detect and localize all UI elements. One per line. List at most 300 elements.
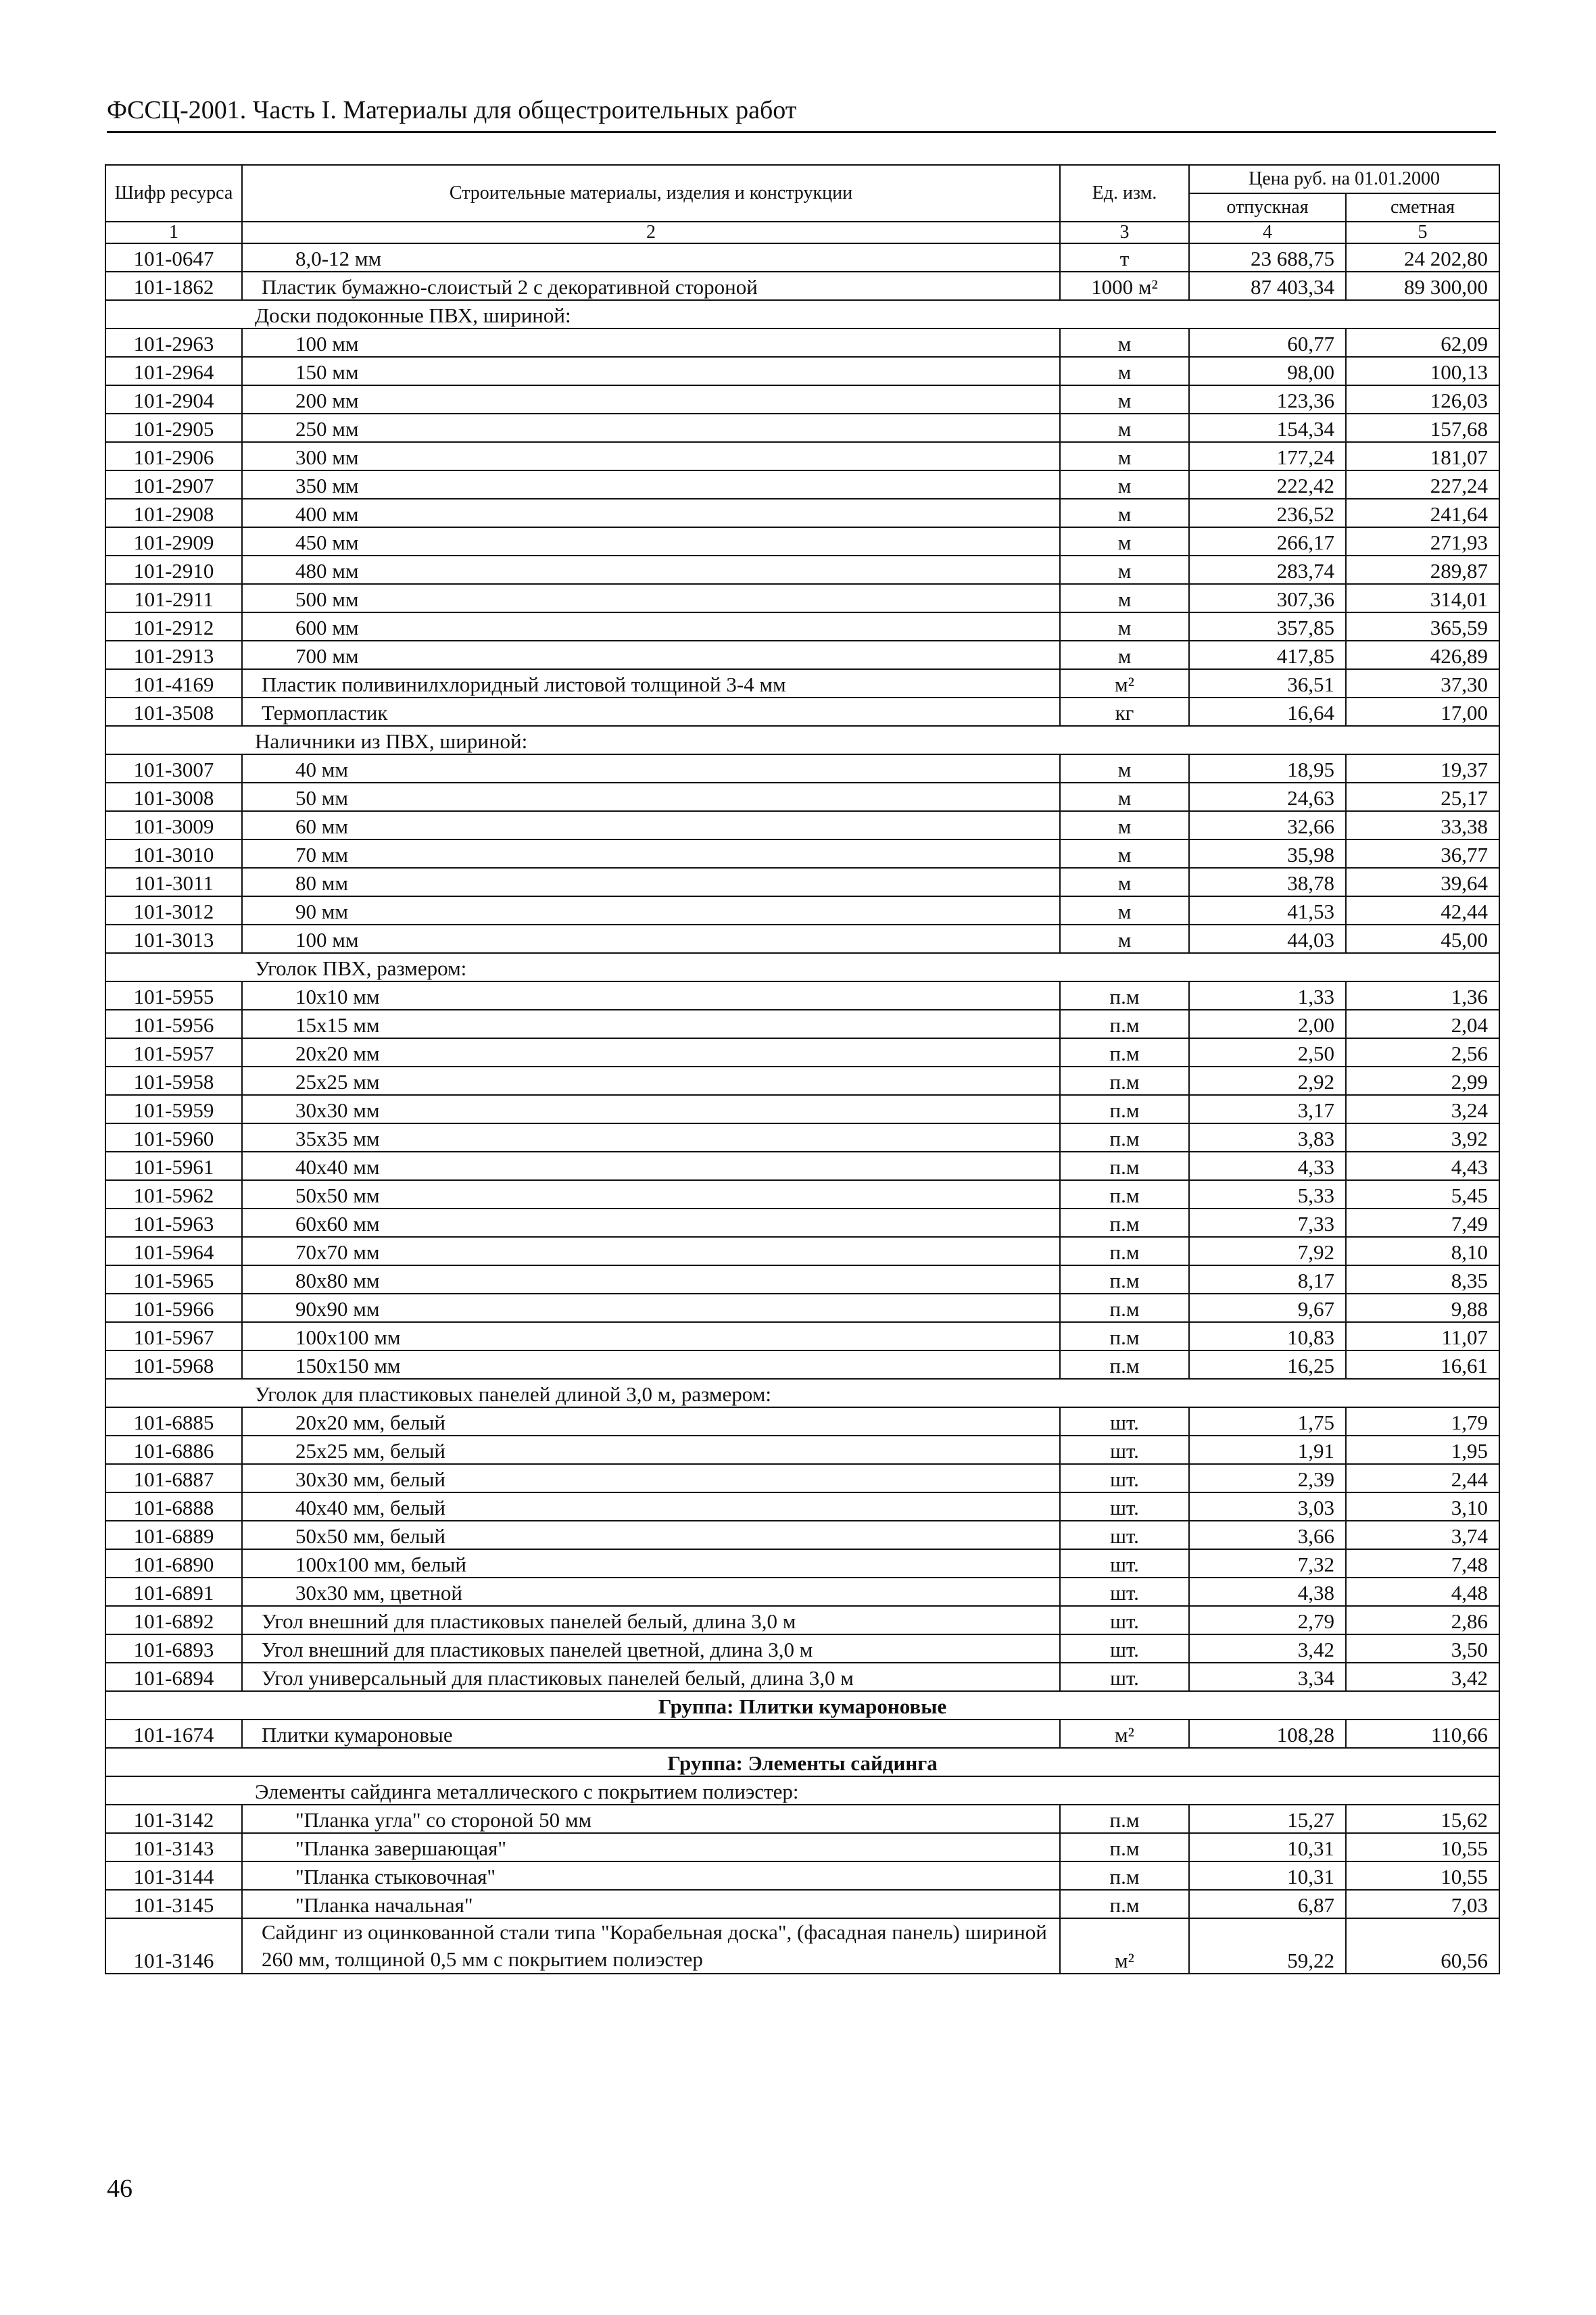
release-price: 357,85 bbox=[1189, 612, 1346, 641]
header-price-group: Цена руб. на 01.01.2000 bbox=[1189, 165, 1499, 193]
release-price: 38,78 bbox=[1189, 868, 1346, 896]
material-name: Термопластик bbox=[242, 698, 1060, 726]
release-price: 1,33 bbox=[1189, 981, 1346, 1010]
unit-cell: м bbox=[1060, 925, 1189, 953]
unit-cell: п.м bbox=[1060, 1180, 1189, 1209]
table-row bbox=[105, 272, 1499, 300]
estimate-price: 37,30 bbox=[1346, 669, 1499, 698]
release-price: 6,87 bbox=[1189, 1890, 1346, 1918]
material-name: Угол универсальный для пластиковых панелей белый, длина 3,0 м bbox=[242, 1663, 1060, 1691]
table-row bbox=[105, 1322, 1499, 1350]
release-price: 23 688,75 bbox=[1189, 243, 1346, 272]
unit-cell: п.м bbox=[1060, 1294, 1189, 1322]
estimate-price: 16,61 bbox=[1346, 1350, 1499, 1379]
unit-cell: м bbox=[1060, 499, 1189, 527]
header-name: Строительные материалы, изделия и конструкции bbox=[242, 165, 1060, 222]
resource-code: 101-5968 bbox=[105, 1350, 242, 1379]
resource-code: 101-2907 bbox=[105, 470, 242, 499]
table-body bbox=[105, 243, 1499, 1974]
unit-cell: м bbox=[1060, 811, 1189, 839]
resource-code: 101-2904 bbox=[105, 385, 242, 414]
resource-code: 101-3011 bbox=[105, 868, 242, 896]
material-name: 60 мм bbox=[242, 811, 1060, 839]
release-price: 87 403,34 bbox=[1189, 272, 1346, 300]
resource-code: 101-6892 bbox=[105, 1606, 242, 1634]
release-price: 1,91 bbox=[1189, 1436, 1346, 1464]
resource-code: 101-3143 bbox=[105, 1833, 242, 1861]
material-name: 70х70 мм bbox=[242, 1237, 1060, 1265]
material-name: 40х40 мм, белый bbox=[242, 1492, 1060, 1521]
estimate-price: 289,87 bbox=[1346, 556, 1499, 584]
table-row bbox=[105, 414, 1499, 442]
resource-code: 101-3008 bbox=[105, 783, 242, 811]
release-price: 98,00 bbox=[1189, 357, 1346, 385]
resource-code: 101-3146 bbox=[105, 1918, 242, 1974]
table-row bbox=[105, 1521, 1499, 1549]
estimate-price: 3,42 bbox=[1346, 1663, 1499, 1691]
material-name: "Планка угла" со стороной 50 мм bbox=[242, 1805, 1060, 1833]
resource-code: 101-6889 bbox=[105, 1521, 242, 1549]
unit-cell: м bbox=[1060, 641, 1189, 669]
table-row bbox=[105, 1436, 1499, 1464]
table-row bbox=[105, 1095, 1499, 1123]
resource-code: 101-1862 bbox=[105, 272, 242, 300]
unit-cell: п.м bbox=[1060, 1833, 1189, 1861]
resource-code: 101-6886 bbox=[105, 1436, 242, 1464]
material-name: 80х80 мм bbox=[242, 1265, 1060, 1294]
material-name: 50х50 мм, белый bbox=[242, 1521, 1060, 1549]
unit-cell: м² bbox=[1060, 1720, 1189, 1748]
resource-code: 101-2909 bbox=[105, 527, 242, 556]
table-row bbox=[105, 641, 1499, 669]
table-row bbox=[105, 783, 1499, 811]
material-name: 150 мм bbox=[242, 357, 1060, 385]
estimate-price: 60,56 bbox=[1346, 1918, 1499, 1974]
estimate-price: 2,04 bbox=[1346, 1010, 1499, 1038]
table-row bbox=[105, 1918, 1499, 1974]
material-name: Пластик бумажно-слоистый 2 с декоративной стороной bbox=[242, 272, 1060, 300]
header-unit: Ед. изм. bbox=[1060, 165, 1189, 222]
estimate-price: 33,38 bbox=[1346, 811, 1499, 839]
header-code: Шифр ресурса bbox=[105, 165, 242, 222]
material-name: "Планка завершающая" bbox=[242, 1833, 1060, 1861]
release-price: 60,77 bbox=[1189, 328, 1346, 357]
table-row bbox=[105, 1634, 1499, 1663]
resource-code: 101-5957 bbox=[105, 1038, 242, 1067]
estimate-price: 271,93 bbox=[1346, 527, 1499, 556]
resource-code: 101-5967 bbox=[105, 1322, 242, 1350]
release-price: 9,67 bbox=[1189, 1294, 1346, 1322]
material-name: 40 мм bbox=[242, 754, 1060, 783]
table-row bbox=[105, 1038, 1499, 1067]
table-row bbox=[105, 1010, 1499, 1038]
table-row bbox=[105, 1123, 1499, 1152]
table-row bbox=[105, 1265, 1499, 1294]
release-price: 16,25 bbox=[1189, 1350, 1346, 1379]
estimate-price: 3,10 bbox=[1346, 1492, 1499, 1521]
table-row bbox=[105, 839, 1499, 868]
estimate-price: 39,64 bbox=[1346, 868, 1499, 896]
material-name: Плитки кумароновые bbox=[242, 1720, 1060, 1748]
unit-cell: п.м bbox=[1060, 1890, 1189, 1918]
estimate-price: 89 300,00 bbox=[1346, 272, 1499, 300]
release-price: 4,38 bbox=[1189, 1578, 1346, 1606]
release-price: 10,83 bbox=[1189, 1322, 1346, 1350]
release-price: 222,42 bbox=[1189, 470, 1346, 499]
resource-code: 101-6887 bbox=[105, 1464, 242, 1492]
estimate-price: 4,43 bbox=[1346, 1152, 1499, 1180]
material-name: 30х30 мм, цветной bbox=[242, 1578, 1060, 1606]
material-name: Пластик поливинилхлоридный листовой толщиной 3-4 мм bbox=[242, 669, 1060, 698]
unit-cell: п.м bbox=[1060, 1350, 1189, 1379]
estimate-price: 7,03 bbox=[1346, 1890, 1499, 1918]
estimate-price: 19,37 bbox=[1346, 754, 1499, 783]
release-price: 283,74 bbox=[1189, 556, 1346, 584]
unit-cell: м bbox=[1060, 527, 1189, 556]
estimate-price: 36,77 bbox=[1346, 839, 1499, 868]
column-number: 2 bbox=[242, 222, 1060, 243]
unit-cell: м² bbox=[1060, 1918, 1189, 1974]
material-name: 15х15 мм bbox=[242, 1010, 1060, 1038]
material-name: 30х30 мм, белый bbox=[242, 1464, 1060, 1492]
release-price: 177,24 bbox=[1189, 442, 1346, 470]
resource-code: 101-3508 bbox=[105, 698, 242, 726]
page-number: 46 bbox=[107, 2174, 132, 2203]
table-row bbox=[105, 1492, 1499, 1521]
section-row bbox=[105, 1776, 1499, 1805]
group-title: Группа: Плитки кумароновые bbox=[105, 1691, 1499, 1720]
section-title: Доски подоконные ПВХ, шириной: bbox=[105, 300, 1499, 328]
material-name: 35х35 мм bbox=[242, 1123, 1060, 1152]
table-row bbox=[105, 811, 1499, 839]
unit-cell: п.м bbox=[1060, 1237, 1189, 1265]
unit-cell: м bbox=[1060, 584, 1189, 612]
table-row bbox=[105, 385, 1499, 414]
unit-cell: п.м bbox=[1060, 1805, 1189, 1833]
material-name: 30х30 мм bbox=[242, 1095, 1060, 1123]
estimate-price: 314,01 bbox=[1346, 584, 1499, 612]
estimate-price: 7,48 bbox=[1346, 1549, 1499, 1578]
table-row bbox=[105, 328, 1499, 357]
resource-code: 101-5966 bbox=[105, 1294, 242, 1322]
unit-cell: м bbox=[1060, 868, 1189, 896]
table-row bbox=[105, 669, 1499, 698]
estimate-price: 3,50 bbox=[1346, 1634, 1499, 1663]
material-name: 20х20 мм bbox=[242, 1038, 1060, 1067]
material-name: Сайдинг из оцинкованной стали типа "Корабельная доска", (фасадная панель) шириной 260 мм, толщиной 0,5 мм с покрытием полиэстер bbox=[242, 1918, 1060, 1974]
resource-code: 101-5958 bbox=[105, 1067, 242, 1095]
unit-cell: шт. bbox=[1060, 1521, 1189, 1549]
unit-cell: м bbox=[1060, 754, 1189, 783]
unit-cell: п.м bbox=[1060, 981, 1189, 1010]
release-price: 7,32 bbox=[1189, 1549, 1346, 1578]
group-title: Группа: Элементы сайдинга bbox=[105, 1748, 1499, 1776]
unit-cell: шт. bbox=[1060, 1663, 1189, 1691]
section-row bbox=[105, 1379, 1499, 1407]
resource-code: 101-3010 bbox=[105, 839, 242, 868]
estimate-price: 4,48 bbox=[1346, 1578, 1499, 1606]
material-name: Угол внешний для пластиковых панелей белый, длина 3,0 м bbox=[242, 1606, 1060, 1634]
release-price: 3,34 bbox=[1189, 1663, 1346, 1691]
material-name: 400 мм bbox=[242, 499, 1060, 527]
estimate-price: 3,24 bbox=[1346, 1095, 1499, 1123]
column-number: 4 bbox=[1189, 222, 1346, 243]
table-row bbox=[105, 1890, 1499, 1918]
header-price-estimate: сметная bbox=[1346, 193, 1499, 222]
column-number: 5 bbox=[1346, 222, 1499, 243]
release-price: 2,39 bbox=[1189, 1464, 1346, 1492]
table-row bbox=[105, 1350, 1499, 1379]
table-row bbox=[105, 1606, 1499, 1634]
table-row bbox=[105, 584, 1499, 612]
estimate-price: 1,79 bbox=[1346, 1407, 1499, 1436]
table-row bbox=[105, 698, 1499, 726]
estimate-price: 45,00 bbox=[1346, 925, 1499, 953]
release-price: 10,31 bbox=[1189, 1833, 1346, 1861]
material-name: 80 мм bbox=[242, 868, 1060, 896]
release-price: 18,95 bbox=[1189, 754, 1346, 783]
material-name: "Планка стыковочная" bbox=[242, 1861, 1060, 1890]
material-name: 480 мм bbox=[242, 556, 1060, 584]
unit-cell: шт. bbox=[1060, 1549, 1189, 1578]
release-price: 32,66 bbox=[1189, 811, 1346, 839]
material-name: 350 мм bbox=[242, 470, 1060, 499]
material-name: 25х25 мм, белый bbox=[242, 1436, 1060, 1464]
resource-code: 101-2905 bbox=[105, 414, 242, 442]
table-row bbox=[105, 1152, 1499, 1180]
unit-cell: п.м bbox=[1060, 1010, 1189, 1038]
material-name: 250 мм bbox=[242, 414, 1060, 442]
table-row bbox=[105, 442, 1499, 470]
resource-code: 101-5961 bbox=[105, 1152, 242, 1180]
resource-code: 101-6890 bbox=[105, 1549, 242, 1578]
estimate-price: 42,44 bbox=[1346, 896, 1499, 925]
estimate-price: 17,00 bbox=[1346, 698, 1499, 726]
table-row bbox=[105, 612, 1499, 641]
estimate-price: 3,74 bbox=[1346, 1521, 1499, 1549]
resource-code: 101-2906 bbox=[105, 442, 242, 470]
unit-cell: м bbox=[1060, 470, 1189, 499]
estimate-price: 426,89 bbox=[1346, 641, 1499, 669]
release-price: 2,50 bbox=[1189, 1038, 1346, 1067]
unit-cell: м bbox=[1060, 783, 1189, 811]
group-row bbox=[105, 1691, 1499, 1720]
material-name: 100х100 мм, белый bbox=[242, 1549, 1060, 1578]
material-name: 450 мм bbox=[242, 527, 1060, 556]
release-price: 266,17 bbox=[1189, 527, 1346, 556]
material-name: 100 мм bbox=[242, 925, 1060, 953]
material-name: 60х60 мм bbox=[242, 1209, 1060, 1237]
release-price: 10,31 bbox=[1189, 1861, 1346, 1890]
table-row bbox=[105, 1407, 1499, 1436]
release-price: 3,17 bbox=[1189, 1095, 1346, 1123]
unit-cell: п.м bbox=[1060, 1152, 1189, 1180]
material-name: 10х10 мм bbox=[242, 981, 1060, 1010]
table-row bbox=[105, 470, 1499, 499]
estimate-price: 227,24 bbox=[1346, 470, 1499, 499]
estimate-price: 62,09 bbox=[1346, 328, 1499, 357]
table-row bbox=[105, 499, 1499, 527]
unit-cell: м bbox=[1060, 556, 1189, 584]
estimate-price: 9,88 bbox=[1346, 1294, 1499, 1322]
table-row bbox=[105, 1294, 1499, 1322]
estimate-price: 1,95 bbox=[1346, 1436, 1499, 1464]
table-row bbox=[105, 556, 1499, 584]
material-name: 500 мм bbox=[242, 584, 1060, 612]
release-price: 2,00 bbox=[1189, 1010, 1346, 1038]
estimate-price: 181,07 bbox=[1346, 442, 1499, 470]
resource-code: 101-2910 bbox=[105, 556, 242, 584]
estimate-price: 7,49 bbox=[1346, 1209, 1499, 1237]
estimate-price: 2,86 bbox=[1346, 1606, 1499, 1634]
unit-cell: м bbox=[1060, 414, 1189, 442]
release-price: 16,64 bbox=[1189, 698, 1346, 726]
unit-cell: м² bbox=[1060, 669, 1189, 698]
estimate-price: 2,99 bbox=[1346, 1067, 1499, 1095]
unit-cell: п.м bbox=[1060, 1038, 1189, 1067]
resource-code: 101-2964 bbox=[105, 357, 242, 385]
section-title: Уголок ПВХ, размером: bbox=[105, 953, 1499, 981]
resource-code: 101-5959 bbox=[105, 1095, 242, 1123]
unit-cell: шт. bbox=[1060, 1407, 1189, 1436]
resource-code: 101-5962 bbox=[105, 1180, 242, 1209]
unit-cell: м bbox=[1060, 442, 1189, 470]
table-row bbox=[105, 1720, 1499, 1748]
unit-cell: п.м bbox=[1060, 1322, 1189, 1350]
resource-code: 101-6888 bbox=[105, 1492, 242, 1521]
page-header: ФССЦ-2001. Часть I. Материалы для общестроительных работ bbox=[107, 93, 1496, 133]
release-price: 4,33 bbox=[1189, 1152, 1346, 1180]
unit-cell: шт. bbox=[1060, 1492, 1189, 1521]
resource-code: 101-3142 bbox=[105, 1805, 242, 1833]
unit-cell: п.м bbox=[1060, 1861, 1189, 1890]
unit-cell: шт. bbox=[1060, 1464, 1189, 1492]
material-name: 90 мм bbox=[242, 896, 1060, 925]
release-price: 24,63 bbox=[1189, 783, 1346, 811]
resource-code: 101-3012 bbox=[105, 896, 242, 925]
release-price: 417,85 bbox=[1189, 641, 1346, 669]
material-name: 90х90 мм bbox=[242, 1294, 1060, 1322]
table-row bbox=[105, 1209, 1499, 1237]
estimate-price: 10,55 bbox=[1346, 1833, 1499, 1861]
release-price: 307,36 bbox=[1189, 584, 1346, 612]
material-name: 50 мм bbox=[242, 783, 1060, 811]
release-price: 3,66 bbox=[1189, 1521, 1346, 1549]
release-price: 154,34 bbox=[1189, 414, 1346, 442]
release-price: 15,27 bbox=[1189, 1805, 1346, 1833]
resource-code: 101-5956 bbox=[105, 1010, 242, 1038]
release-price: 3,42 bbox=[1189, 1634, 1346, 1663]
estimate-price: 241,64 bbox=[1346, 499, 1499, 527]
estimate-price: 5,45 bbox=[1346, 1180, 1499, 1209]
resource-code: 101-3007 bbox=[105, 754, 242, 783]
table-row bbox=[105, 1237, 1499, 1265]
section-row bbox=[105, 726, 1499, 754]
table-header bbox=[105, 165, 1499, 243]
table-row bbox=[105, 754, 1499, 783]
material-name: 300 мм bbox=[242, 442, 1060, 470]
unit-cell: м bbox=[1060, 612, 1189, 641]
section-title: Наличники из ПВХ, шириной: bbox=[105, 726, 1499, 754]
table-row bbox=[105, 981, 1499, 1010]
unit-cell: м bbox=[1060, 357, 1189, 385]
resource-code: 101-4169 bbox=[105, 669, 242, 698]
material-name: 20х20 мм, белый bbox=[242, 1407, 1060, 1436]
resource-code: 101-2908 bbox=[105, 499, 242, 527]
estimate-price: 2,56 bbox=[1346, 1038, 1499, 1067]
estimate-price: 157,68 bbox=[1346, 414, 1499, 442]
unit-cell: п.м bbox=[1060, 1123, 1189, 1152]
table-row bbox=[105, 896, 1499, 925]
section-row bbox=[105, 300, 1499, 328]
table-row bbox=[105, 1805, 1499, 1833]
material-name: 40х40 мм bbox=[242, 1152, 1060, 1180]
material-name: 700 мм bbox=[242, 641, 1060, 669]
section-row bbox=[105, 953, 1499, 981]
price-table bbox=[105, 164, 1500, 1974]
unit-cell: п.м bbox=[1060, 1095, 1189, 1123]
resource-code: 101-2963 bbox=[105, 328, 242, 357]
resource-code: 101-5955 bbox=[105, 981, 242, 1010]
material-name: 100 мм bbox=[242, 328, 1060, 357]
resource-code: 101-5965 bbox=[105, 1265, 242, 1294]
release-price: 59,22 bbox=[1189, 1918, 1346, 1974]
estimate-price: 126,03 bbox=[1346, 385, 1499, 414]
resource-code: 101-2913 bbox=[105, 641, 242, 669]
column-number: 1 bbox=[105, 222, 242, 243]
estimate-price: 15,62 bbox=[1346, 1805, 1499, 1833]
release-price: 108,28 bbox=[1189, 1720, 1346, 1748]
unit-cell: шт. bbox=[1060, 1436, 1189, 1464]
resource-code: 101-3009 bbox=[105, 811, 242, 839]
estimate-price: 100,13 bbox=[1346, 357, 1499, 385]
release-price: 8,17 bbox=[1189, 1265, 1346, 1294]
release-price: 236,52 bbox=[1189, 499, 1346, 527]
table-row bbox=[105, 1663, 1499, 1691]
table-row bbox=[105, 1464, 1499, 1492]
table-row bbox=[105, 1067, 1499, 1095]
estimate-price: 24 202,80 bbox=[1346, 243, 1499, 272]
material-name: 200 мм bbox=[242, 385, 1060, 414]
release-price: 1,75 bbox=[1189, 1407, 1346, 1436]
table-row bbox=[105, 527, 1499, 556]
release-price: 3,83 bbox=[1189, 1123, 1346, 1152]
table-row bbox=[105, 1578, 1499, 1606]
material-name: 8,0-12 мм bbox=[242, 243, 1060, 272]
unit-cell: м bbox=[1060, 896, 1189, 925]
unit-cell: шт. bbox=[1060, 1578, 1189, 1606]
unit-cell: п.м bbox=[1060, 1265, 1189, 1294]
unit-cell: 1000 м² bbox=[1060, 272, 1189, 300]
release-price: 36,51 bbox=[1189, 669, 1346, 698]
unit-cell: кг bbox=[1060, 698, 1189, 726]
unit-cell: шт. bbox=[1060, 1634, 1189, 1663]
release-price: 44,03 bbox=[1189, 925, 1346, 953]
material-name: Угол внешний для пластиковых панелей цветной, длина 3,0 м bbox=[242, 1634, 1060, 1663]
unit-cell: п.м bbox=[1060, 1067, 1189, 1095]
table-row bbox=[105, 925, 1499, 953]
estimate-price: 10,55 bbox=[1346, 1861, 1499, 1890]
resource-code: 101-0647 bbox=[105, 243, 242, 272]
material-name: 50х50 мм bbox=[242, 1180, 1060, 1209]
group-row bbox=[105, 1748, 1499, 1776]
resource-code: 101-5964 bbox=[105, 1237, 242, 1265]
release-price: 35,98 bbox=[1189, 839, 1346, 868]
estimate-price: 365,59 bbox=[1346, 612, 1499, 641]
material-name: 25х25 мм bbox=[242, 1067, 1060, 1095]
estimate-price: 110,66 bbox=[1346, 1720, 1499, 1748]
release-price: 2,92 bbox=[1189, 1067, 1346, 1095]
